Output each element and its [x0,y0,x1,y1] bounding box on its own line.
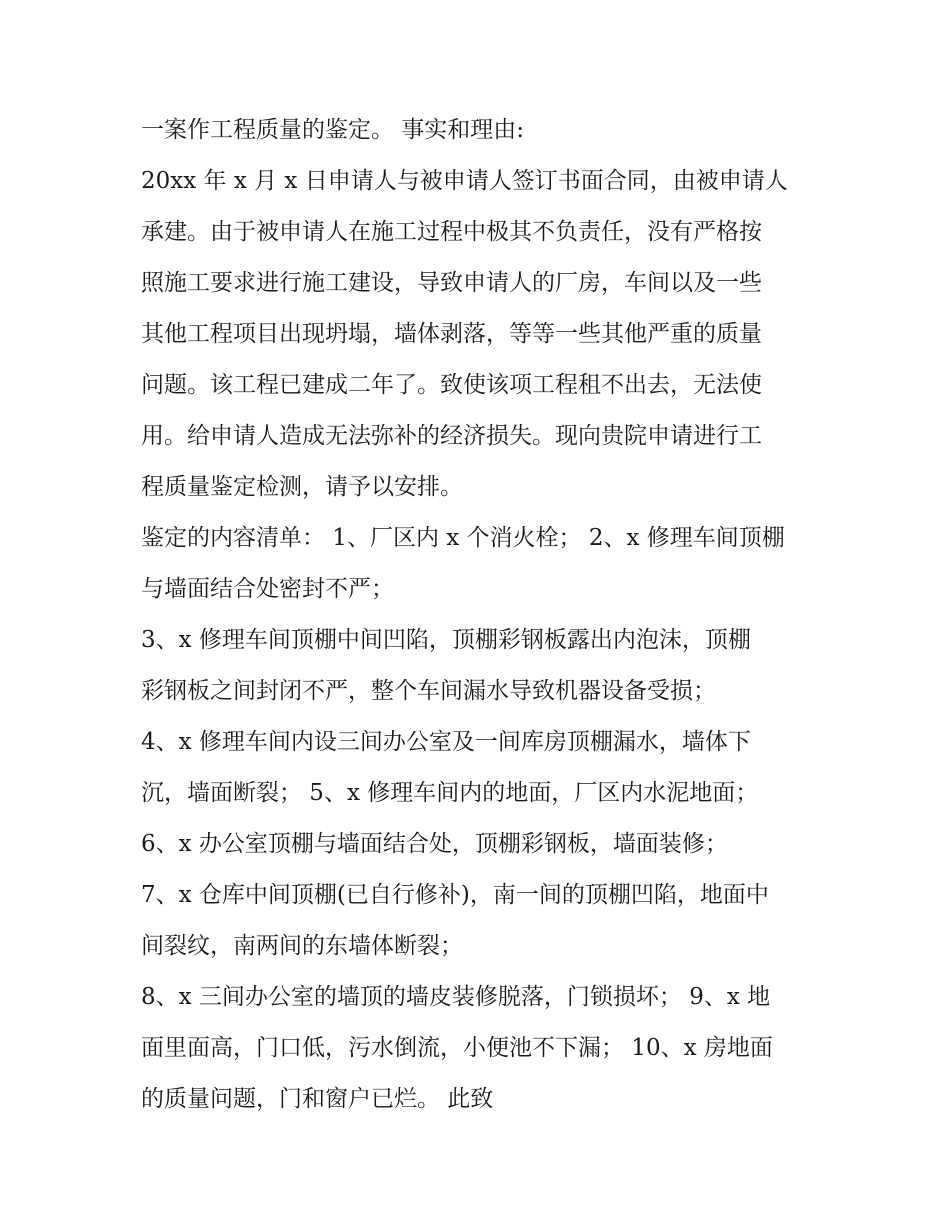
text-line: 问题。该工程已建成二年了。致使该项工程租不出去，无法使 [141,372,762,398]
text-line: 4、x 修理车间内设三间办公室及一间库房顶棚漏水，墙体下 [141,729,751,755]
text-line: 间裂纹，南两间的东墙体断裂； [141,933,463,959]
text-line: 6、x 办公室顶棚与墙面结合处，顶棚彩钢板，墙面装修； [141,831,728,857]
text-line: 的质量问题，门和窗户已烂。 此致 [141,1086,494,1112]
text-line: 面里面高，门口低，污水倒流，小便池不下漏； 10、x 房地面 [141,1035,773,1061]
text-line: 彩钢板之间封闭不严，整个车间漏水导致机器设备受损； [141,678,716,704]
text-line: 其他工程项目出现坍塌，墙体剥落，等等一些其他严重的质量 [141,321,762,347]
text-line: 程质量鉴定检测，请予以安排。 [141,474,463,500]
text-line: 8、x 三间办公室的墙顶的墙皮装修脱落，门锁损坏； 9、x 地 [141,984,771,1010]
text-line: 承建。由于被申请人在施工过程中极其不负责任，没有严格按 [141,219,762,245]
text-line: 沉，墙面断裂； 5、x 修理车间内的地面，厂区内水泥地面； [141,780,759,806]
text-line: 照施工要求进行施工建设，导致申请人的厂房，车间以及一些 [141,270,762,296]
text-line: 用。给申请人造成无法弥补的经济损失。现向贵院申请进行工 [141,423,762,449]
text-line: 鉴定的内容清单： 1、厂区内 x 个消火栓； 2、x 修理车间顶棚 [141,525,785,551]
document-body [141,105,821,1125]
text-line: 一案作工程质量的鉴定。 事实和理由: [141,117,525,143]
text-line: 20xx 年 x 月 x 日申请人与被申请人签订书面合同，由被申请人 [141,168,788,194]
text-line: 7、x 仓库中间顶棚(已自行修补)，南一间的顶棚凹陷，地面中 [141,882,769,908]
text-line: 3、x 修理车间顶棚中间凹陷，顶棚彩钢板露出内泡沫，顶棚 [141,627,751,653]
text-line: 与墙面结合处密封不严； [141,576,394,602]
